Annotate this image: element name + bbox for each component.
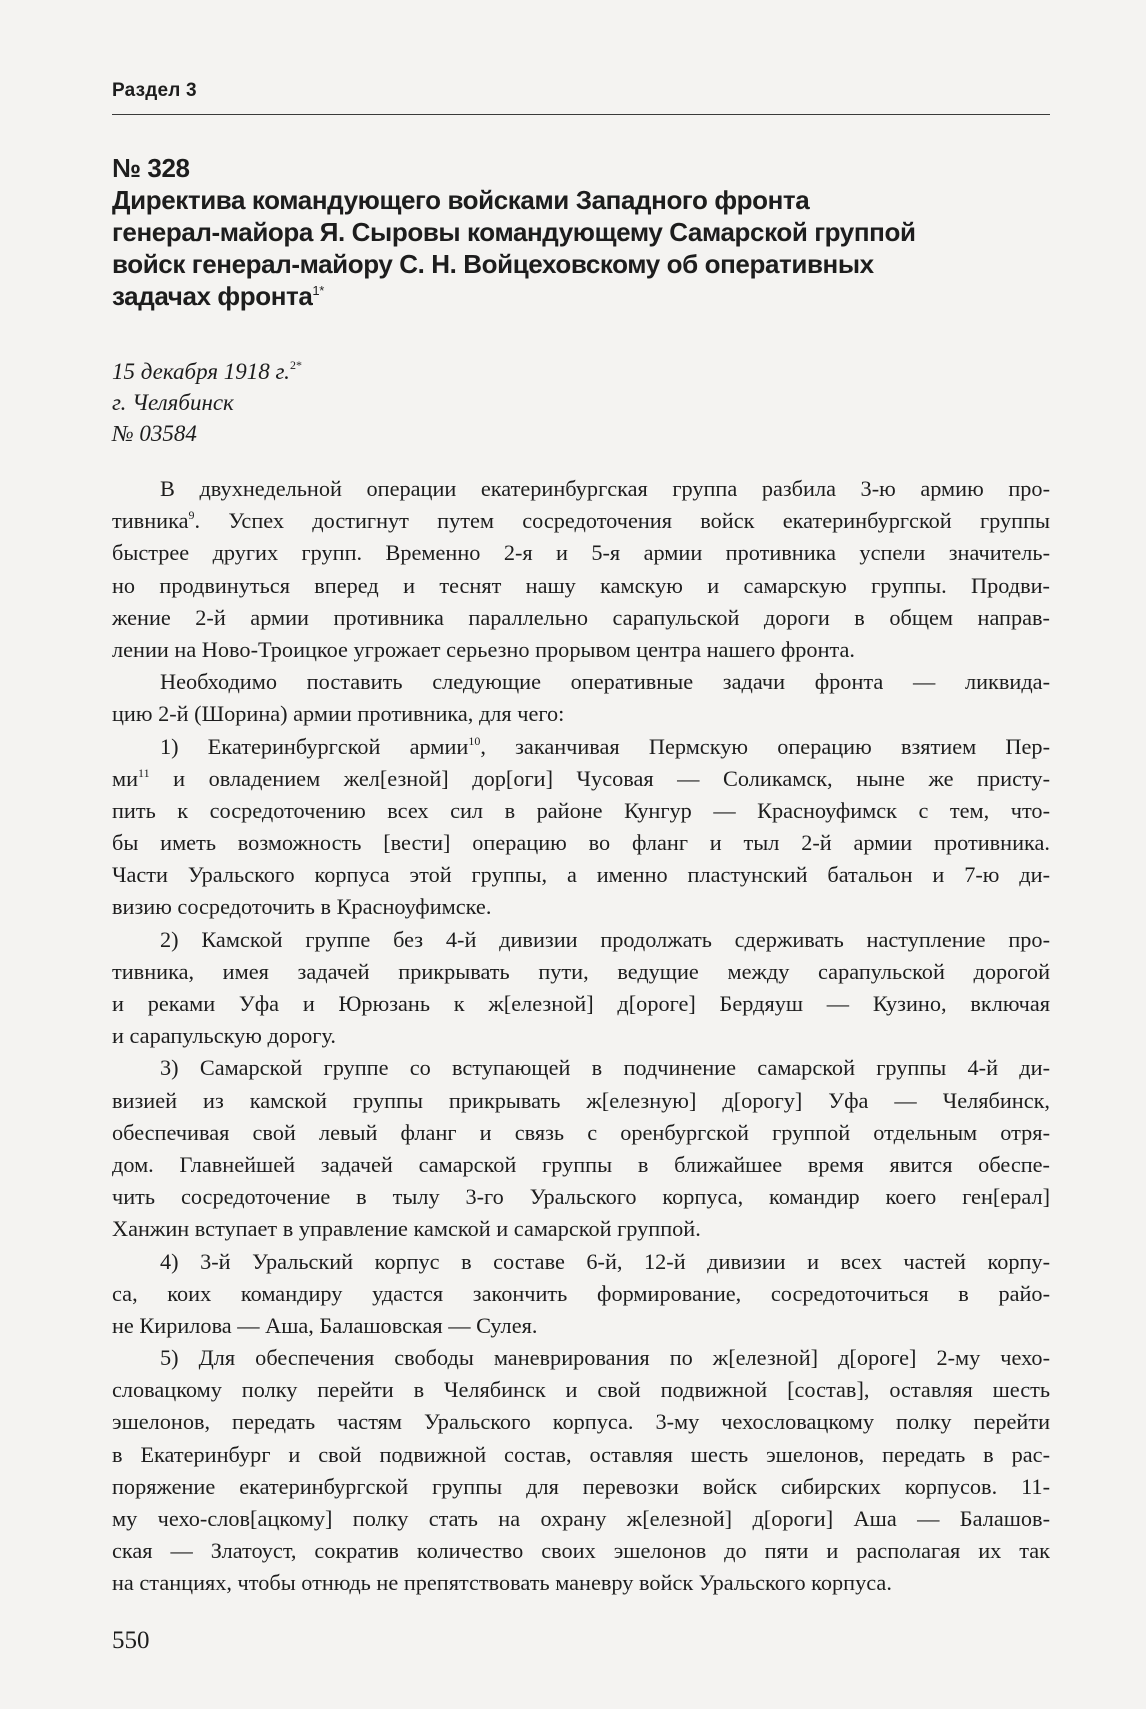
document-number: № 328: [112, 153, 190, 183]
line-text: 2) Камской группе без 4-й дивизии продолжать сдерживать наступление про-: [160, 926, 1050, 952]
line-text: чить сосредоточение в тылу 3-го Уральского корпуса, командир коего ген[ерал]: [112, 1184, 1050, 1210]
line-text: и реками Уфа и Юрюзань к ж[елезной] д[ороге] Бердяуш — Кузино, включая: [112, 991, 1050, 1016]
text-line: [112, 1052, 1050, 1084]
text-line: [112, 956, 1050, 988]
text-line: [112, 1278, 1050, 1310]
text-line: [112, 570, 1050, 602]
paragraph: [112, 924, 1050, 1053]
line-text: му чехо-слов[ацкому] полку стать на охрану ж[елезной] д[ороги] Аша — Балашов-: [112, 1506, 1050, 1531]
text-line: [112, 795, 1050, 827]
line-text: лении на Ново-Троицкое угрожает серьезно прорывом центра нашего фронта.: [112, 636, 855, 662]
text-line: [112, 731, 1050, 763]
text-line: [112, 1374, 1050, 1406]
date-footnote-mark: 2*: [289, 358, 302, 372]
line-text: жение 2-й армии противника параллельно сарапульской дороги в общем направ-: [112, 604, 1050, 630]
paragraph: [112, 1052, 1050, 1245]
title-line: генерал-майора Я. Сыровы командующему Самарской группой: [112, 217, 916, 247]
line-text: в Екатеринбург и свой подвижной состав, оставляя шесть эшелонов, передать в рас-: [112, 1441, 1050, 1467]
text-line: [112, 634, 1050, 666]
line-text: визией из камской группы прикрывать ж[елезную] д[орогу] Уфа — Челябинск,: [112, 1087, 1050, 1113]
text-line: [112, 602, 1050, 634]
text-line: [112, 924, 1050, 956]
text-line: [112, 1310, 1050, 1342]
text-line: [112, 537, 1050, 569]
text-line: [112, 1085, 1050, 1117]
line-text-continued: . Успех достигнут путем сосредоточения войск екатеринбургской группы: [194, 508, 1050, 534]
line-text: Части Уральского корпуса этой группы, а именно пластунский батальон и 7-ю ди-: [112, 862, 1050, 888]
paragraph: [112, 666, 1050, 730]
title-line: войск генерал-майору С. Н. Войцеховскому об оперативных: [112, 249, 874, 279]
document-place: г. Челябинск: [112, 390, 234, 415]
line-text: визию сосредоточить в Красноуфимске.: [112, 894, 492, 920]
line-text: ми: [112, 765, 139, 791]
line-text: обеспечивая свой левый фланг и связь с оренбургской группой отдельным отря-: [112, 1119, 1050, 1145]
header-rule: [112, 114, 1050, 115]
line-text: но продвинуться вперед и теснят нашу камскую и самарскую группы. Продви-: [112, 572, 1050, 598]
footnote-mark: 11: [138, 765, 150, 780]
line-text: эшелонов, передать частям Уральского корпуса. 3-му чехословацкому полку перейти: [112, 1409, 1050, 1435]
text-line: [112, 1471, 1050, 1503]
line-text: цию 2-й (Шорина) армии противника, для чего:: [112, 701, 565, 727]
text-line: [112, 473, 1050, 505]
text-line: [112, 1213, 1050, 1245]
title-line: Директива командующего войсками Западного фронта: [112, 185, 810, 215]
running-head: Раздел 3: [112, 80, 197, 101]
line-text: тивника: [112, 508, 189, 534]
document-date-line: [112, 356, 302, 387]
line-text: Ханжин вступает в управление камской и самарской группой.: [112, 1216, 701, 1242]
text-line: [112, 1439, 1050, 1471]
line-text: са, коих командиру удастся закончить формирование, сосредоточиться в райо-: [112, 1280, 1050, 1306]
text-line: [112, 1535, 1050, 1567]
text-line: [112, 1342, 1050, 1374]
text-line: [112, 1406, 1050, 1438]
line-text: на станциях, чтобы отнюдь не препятствовать маневру войск Уральского корпуса.: [112, 1570, 892, 1596]
text-line: [112, 1181, 1050, 1213]
title-line-last: [112, 280, 1012, 312]
line-text: пить к сосредоточению всех сил в районе Кунгур — Красноуфимск с тем, что-: [112, 797, 1050, 823]
line-text: тивника, имея задачей прикрывать пути, ведущие между сарапульской дорогой: [112, 958, 1050, 984]
text-line: [112, 666, 1050, 698]
line-text: Необходимо поставить следующие оперативные задачи фронта — ликвида-: [160, 669, 1050, 695]
title-footnote-mark: 1*: [312, 283, 324, 298]
line-text-continued: и овладением жел[езной] дор[оги] Чусовая — Соликамск, ныне же присту-: [149, 765, 1050, 791]
line-text: не Кирилова — Аша, Балашовская — Сулея.: [112, 1312, 538, 1338]
text-line: [112, 1117, 1050, 1149]
text-line: [112, 1567, 1050, 1599]
text-line: [112, 505, 1050, 537]
paragraph: [112, 1342, 1050, 1600]
document-meta: [112, 356, 302, 449]
text-line: [112, 827, 1050, 859]
line-text: и сарапульскую дорогу.: [112, 1023, 336, 1049]
document-date: 15 декабря 1918 г.: [112, 359, 290, 384]
title-line-text: задачах фронта: [112, 281, 313, 311]
line-text: В двухнедельной операции екатеринбургская группа разбила 3-ю армию про-: [160, 476, 1050, 501]
text-line: [112, 859, 1050, 891]
text-line: [112, 1149, 1050, 1181]
text-line: [112, 891, 1050, 923]
line-text: 4) 3-й Уральский корпус в составе 6-й, 12-й дивизии и всех частей корпу-: [160, 1248, 1050, 1274]
line-text: 3) Самарской группе со вступающей в подчинение самарской группы 4-й ди-: [160, 1055, 1050, 1081]
paragraph: [112, 1246, 1050, 1343]
line-text: поряжение екатеринбургской группы для перевозки войск сибирских корпусов. 11-: [112, 1473, 1050, 1499]
line-text: дом. Главнейшей задачей самарской группы в ближайшее время явится обеспе-: [112, 1151, 1050, 1177]
line-text-continued: , заканчивая Пермскую операцию взятием Пер-: [480, 733, 1050, 759]
document-registry-number: № 03584: [112, 421, 197, 446]
line-text: 5) Для обеспечения свободы маневрирования по ж[елезной] д[ороге] 2-му чехо-: [160, 1345, 1050, 1371]
document-heading: [112, 152, 1012, 312]
text-line: [112, 1020, 1050, 1052]
line-text: бы иметь возможность [вести] операцию во фланг и тыл 2-й армии противника.: [112, 830, 1050, 856]
text-line: [112, 1246, 1050, 1278]
line-text: быстрее других групп. Временно 2-я и 5-я армии противника успели значитель-: [112, 540, 1050, 566]
text-line: [112, 1503, 1050, 1535]
page-number: 550: [112, 1627, 150, 1654]
line-text: ская — Златоуст, сократив количество своих эшелонов до пяти и располагая их так: [112, 1538, 1050, 1564]
paragraph: [112, 731, 1050, 924]
line-text: 1) Екатеринбургской армии: [160, 733, 469, 759]
footnote-mark: 9: [188, 508, 195, 523]
body-text: [112, 473, 1050, 1600]
text-line: [112, 698, 1050, 730]
line-text: словацкому полку перейти в Челябинск и свой подвижной [состав], оставляя шесть: [112, 1377, 1050, 1403]
text-line: [112, 763, 1050, 795]
footnote-mark: 10: [468, 733, 481, 748]
paragraph: [112, 473, 1050, 666]
text-line: [112, 988, 1050, 1020]
